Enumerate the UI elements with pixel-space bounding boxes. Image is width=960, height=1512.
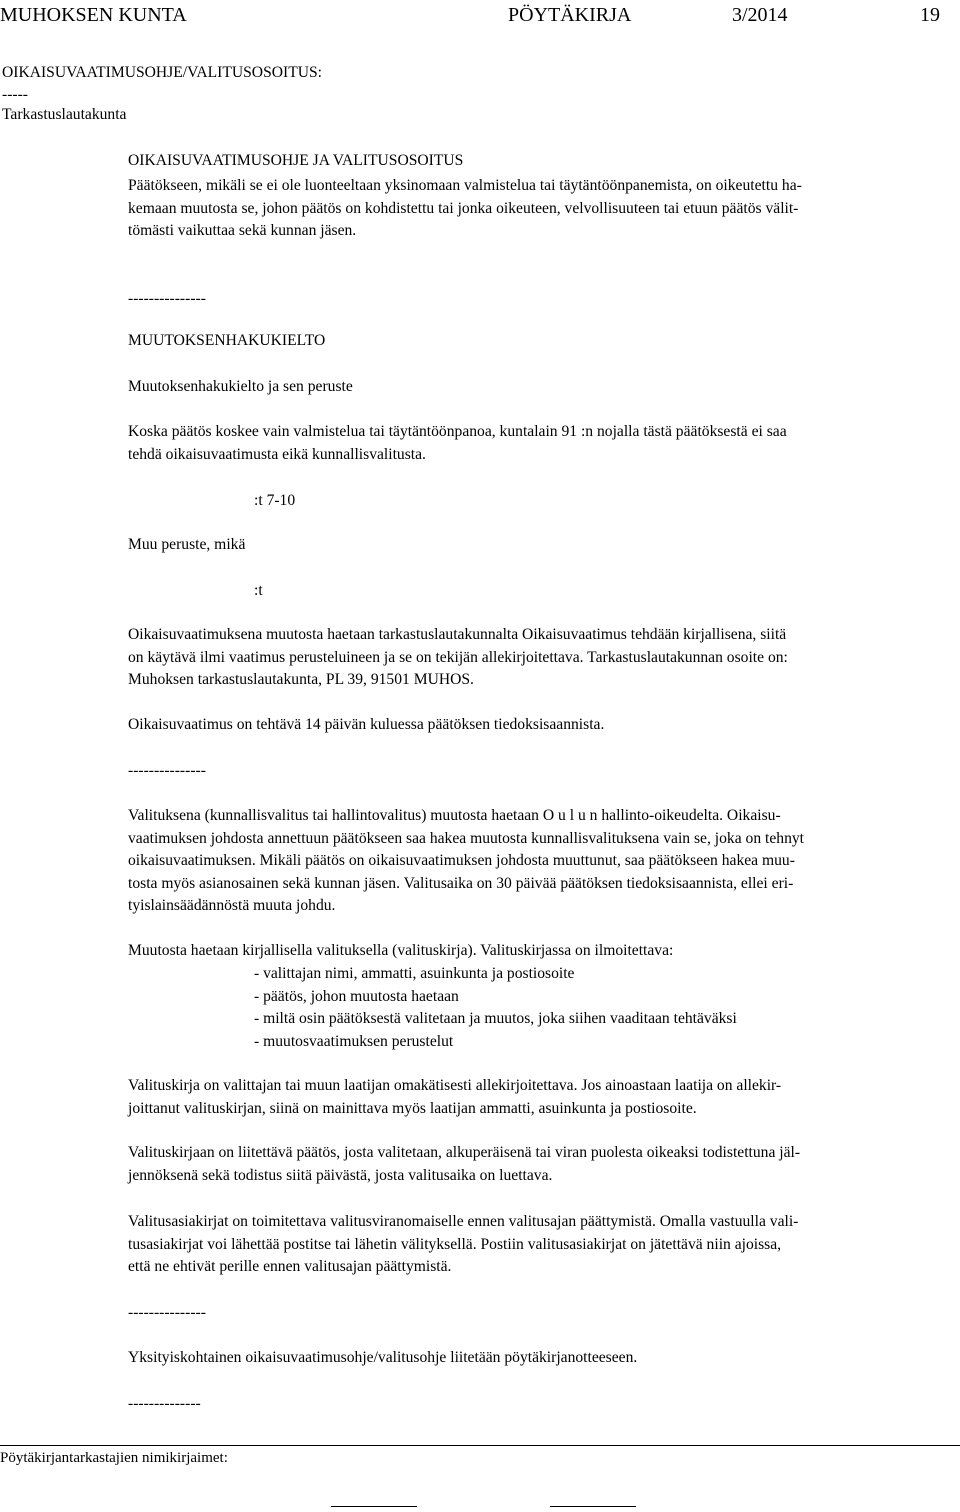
heading-dashes: -----	[2, 86, 28, 103]
list-item: - valittajan nimi, ammatti, asuinkunta ja postiosoite	[254, 965, 575, 982]
appeal-line: Valituksena (kunnallisvalitus tai hallintovalitus) muutosta haetaan O u l u n hallinto-oikeudelta. Oikaisu-	[128, 807, 781, 824]
claim-line: on käytävä ilmi vaatimus perusteluineen ja se on tekijän allekirjoitettava. Tarkastuslautakunnan osoite on:	[128, 648, 788, 666]
claim-line: Muhoksen tarkastuslautakunta, PL 39, 91501 MUHOS.	[128, 671, 474, 689]
attachment-line: Valituskirjaan on liitettävä päätös, josta valitetaan, alkuperäisenä tai viran puolesta oikeaksi todistettuna jäl-	[128, 1144, 801, 1161]
attachment-paragraph	[128, 1142, 950, 1187]
instruction-heading: OIKAISUVAATIMUSOHJE/VALITUSOSOITUS:	[2, 64, 322, 81]
header-municipality: MUHOKSEN KUNTA	[0, 4, 187, 26]
claim-deadline: Oikaisuvaatimus on tehtävä 14 päivän kuluessa päätöksen tiedoksisaannista.	[128, 716, 605, 733]
delivery-line: tusasiakirjat voi lähettää postitse tai lähetin välityksellä. Postiin valitusasiakirjat on jätettävä niin ajoissa,	[128, 1235, 782, 1253]
delivery-line: että ne ehtivät perille ennen valitusajan päättymistä.	[128, 1258, 452, 1276]
appeal-line: tosta myös asianosainen sekä kunnan jäsen. Valitusaika on 30 päivää päätöksen tiedoksisaannista, ellei eri-	[128, 874, 794, 892]
separator: ---------------	[128, 1304, 206, 1321]
detail-note: Yksityiskohtainen oikaisuvaatimusohje/valitusohje liitetään pöytäkirjanotteeseen.	[128, 1349, 638, 1366]
appeal-line: oikaisuvaatimuksen. Mikäli päätös on oikaisuvaatimuksen johdosta muuttunut, saa päätökseen hakea muu-	[128, 852, 795, 870]
letter-requirements-list	[254, 963, 737, 1053]
section-title: OIKAISUVAATIMUSOHJE JA VALITUSOSOITUS	[128, 152, 464, 169]
attachment-line: jennöksenä sekä todistus siitä päivästä, josta valitusaika on luettava.	[128, 1166, 553, 1184]
ban-subtitle: Muutoksenhakukielto ja sen peruste	[128, 378, 353, 395]
initials-line-1	[331, 1506, 417, 1507]
other-ground-label: Muu peruste, mikä	[128, 536, 246, 553]
intro-line: Päätökseen, mikäli se ei ole luonteeltaan yksinomaan valmistelua tai täytäntöönpanemista, on oikeutettu ha-	[128, 177, 802, 194]
claim-paragraph	[128, 624, 950, 692]
initials-label: Pöytäkirjantarkastajien nimikirjaimet:	[0, 1450, 228, 1466]
ban-paragraph	[128, 421, 950, 466]
header-doc-type: PÖYTÄKIRJA	[508, 4, 632, 26]
delivery-line: Valitusasiakirjat on toimitettava valitusviranomaiselle ennen valitusajan päättymistä. Omalla vastuulla vali-	[128, 1213, 799, 1230]
other-sections-2: :t	[254, 582, 263, 599]
header-page-number: 19	[920, 4, 940, 26]
board-name: Tarkastuslautakunta	[2, 106, 127, 123]
delivery-paragraph	[128, 1211, 950, 1279]
intro-line: kemaan muutosta se, johon päätös on kohdistettu tai jonka oikeuteen, velvollisuuteen tai etuun päätös välit-	[128, 199, 799, 217]
signature-line: Valituskirja on valittajan tai muun laatijan omakätisesti allekirjoitettava. Jos ainoastaan laatija on allekir-	[128, 1077, 782, 1094]
letter-intro: Muutosta haetaan kirjallisella valituksella (valituskirja). Valituskirjassa on ilmoitettava:	[128, 942, 674, 959]
intro-line: tömästi vaikuttaa sekä kunnan jäsen.	[128, 222, 357, 240]
ban-line: Koska päätös koskee vain valmistelua tai täytäntöönpanoa, kuntalain 91 :n nojalla tästä päätöksestä ei saa	[128, 423, 787, 440]
intro-paragraph	[128, 175, 950, 243]
list-item: - päätös, johon muutosta haetaan	[254, 987, 459, 1005]
ban-title: MUUTOKSENHAKUKIELTO	[128, 332, 326, 349]
other-sections: :t 7-10	[254, 492, 296, 509]
appeal-paragraph	[128, 805, 950, 918]
list-item: - miltä osin päätöksestä valitetaan ja muutos, joka siihen vaaditaan tehtäväksi	[254, 1010, 737, 1028]
separator: --------------	[128, 1395, 201, 1412]
separator: ---------------	[128, 762, 206, 779]
initials-line-2	[550, 1506, 636, 1507]
appeal-line: vaatimuksen johdosta annettuun päätökseen saa hakea muutosta kunnallisvalituksena vain se, joka on tehnyt	[128, 829, 804, 847]
claim-line: Oikaisuvaatimuksena muutosta haetaan tarkastuslautakunnalta Oikaisuvaatimus tehdään kirjallisena, siitä	[128, 626, 787, 643]
signature-line: joittanut valituskirjan, siinä on mainittava myös laatijan ammatti, asuinkunta ja postiosoite.	[128, 1099, 697, 1117]
appeal-line: tyislainsäädännöstä muuta johdu.	[128, 897, 336, 915]
separator: ---------------	[128, 290, 206, 307]
footer-divider	[0, 1445, 960, 1446]
header-issue: 3/2014	[732, 4, 788, 26]
ban-line: tehdä oikaisuvaatimusta eikä kunnallisvalitusta.	[128, 445, 426, 463]
signature-paragraph	[128, 1075, 950, 1120]
list-item: - muutosvaatimuksen perustelut	[254, 1032, 454, 1050]
